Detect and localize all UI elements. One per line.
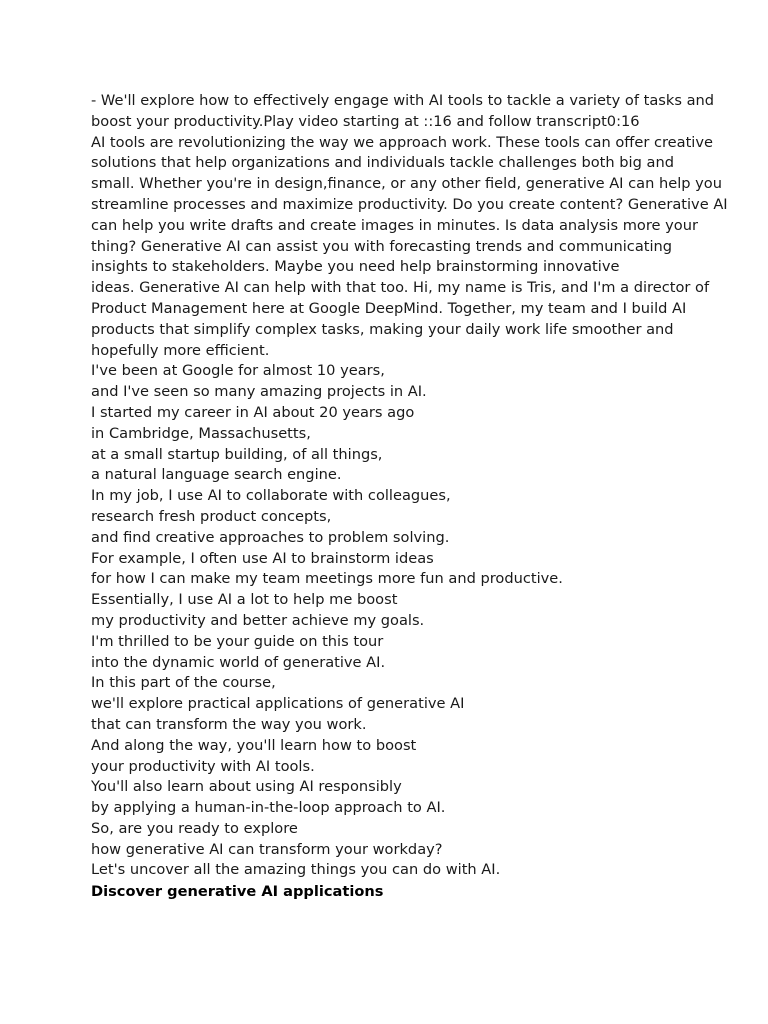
transcript-text: - We'll explore how to effectively engage with AI tools to tackle a variety of tasks and boost your productivity.Play video starting at ::16 and follow transcript0:16 AI tools are revolutionizing the way we approach work. These tools can offer creative solutions that help organizations and individuals tackle challenges both big and small. Whether you're in design,finance, or any other field, generative AI can help you streamline processes and maximize productivity. Do you create content? Generative AI can help you write drafts and create images in minutes. Is data analysis more your thing? Generative AI can assist you with forecasting trends and communicating insights to stakeholders. Maybe you need help brainstorming innovative ideas. Generative AI can help with that too. Hi, my name is Tris, and I'm a director of Product Management here at Google DeepMind. Together, my team and I build AI products that simplify complex tasks, making your daily work life smoother and hopefully more efficient. I've been at Google for almost 10 years, and I've seen so many amazing projects in AI. I started my career in AI about 20 years ago in Cambridge, Massachusetts, at a small startup building, of all things, a natural language search engine. In my job, I use AI to collaborate with colleagues, research fresh product concepts, and find creative approaches to problem solving. For example, I often use AI to brainstorm ideas for how I can make my team meetings more fun and productive. Essentially, I use AI a lot to help me boost my productivity and better achieve my goals. I'm thrilled to be your guide on this tour into the dynamic world of generative AI. In this part of the course, we'll explore practical applications of generative AI that can transform the way you work. And along the way, you'll learn how to boost your productivity with AI tools. You'll also learn about using AI responsibly by applying a human-in-the-loop approach to AI. So, are you ready to explore how generative AI can transform your workday? Let's uncover all the amazing things you can do with AI. <box>91 92 728 879</box>
section-heading: Discover generative AI applications <box>91 883 384 900</box>
